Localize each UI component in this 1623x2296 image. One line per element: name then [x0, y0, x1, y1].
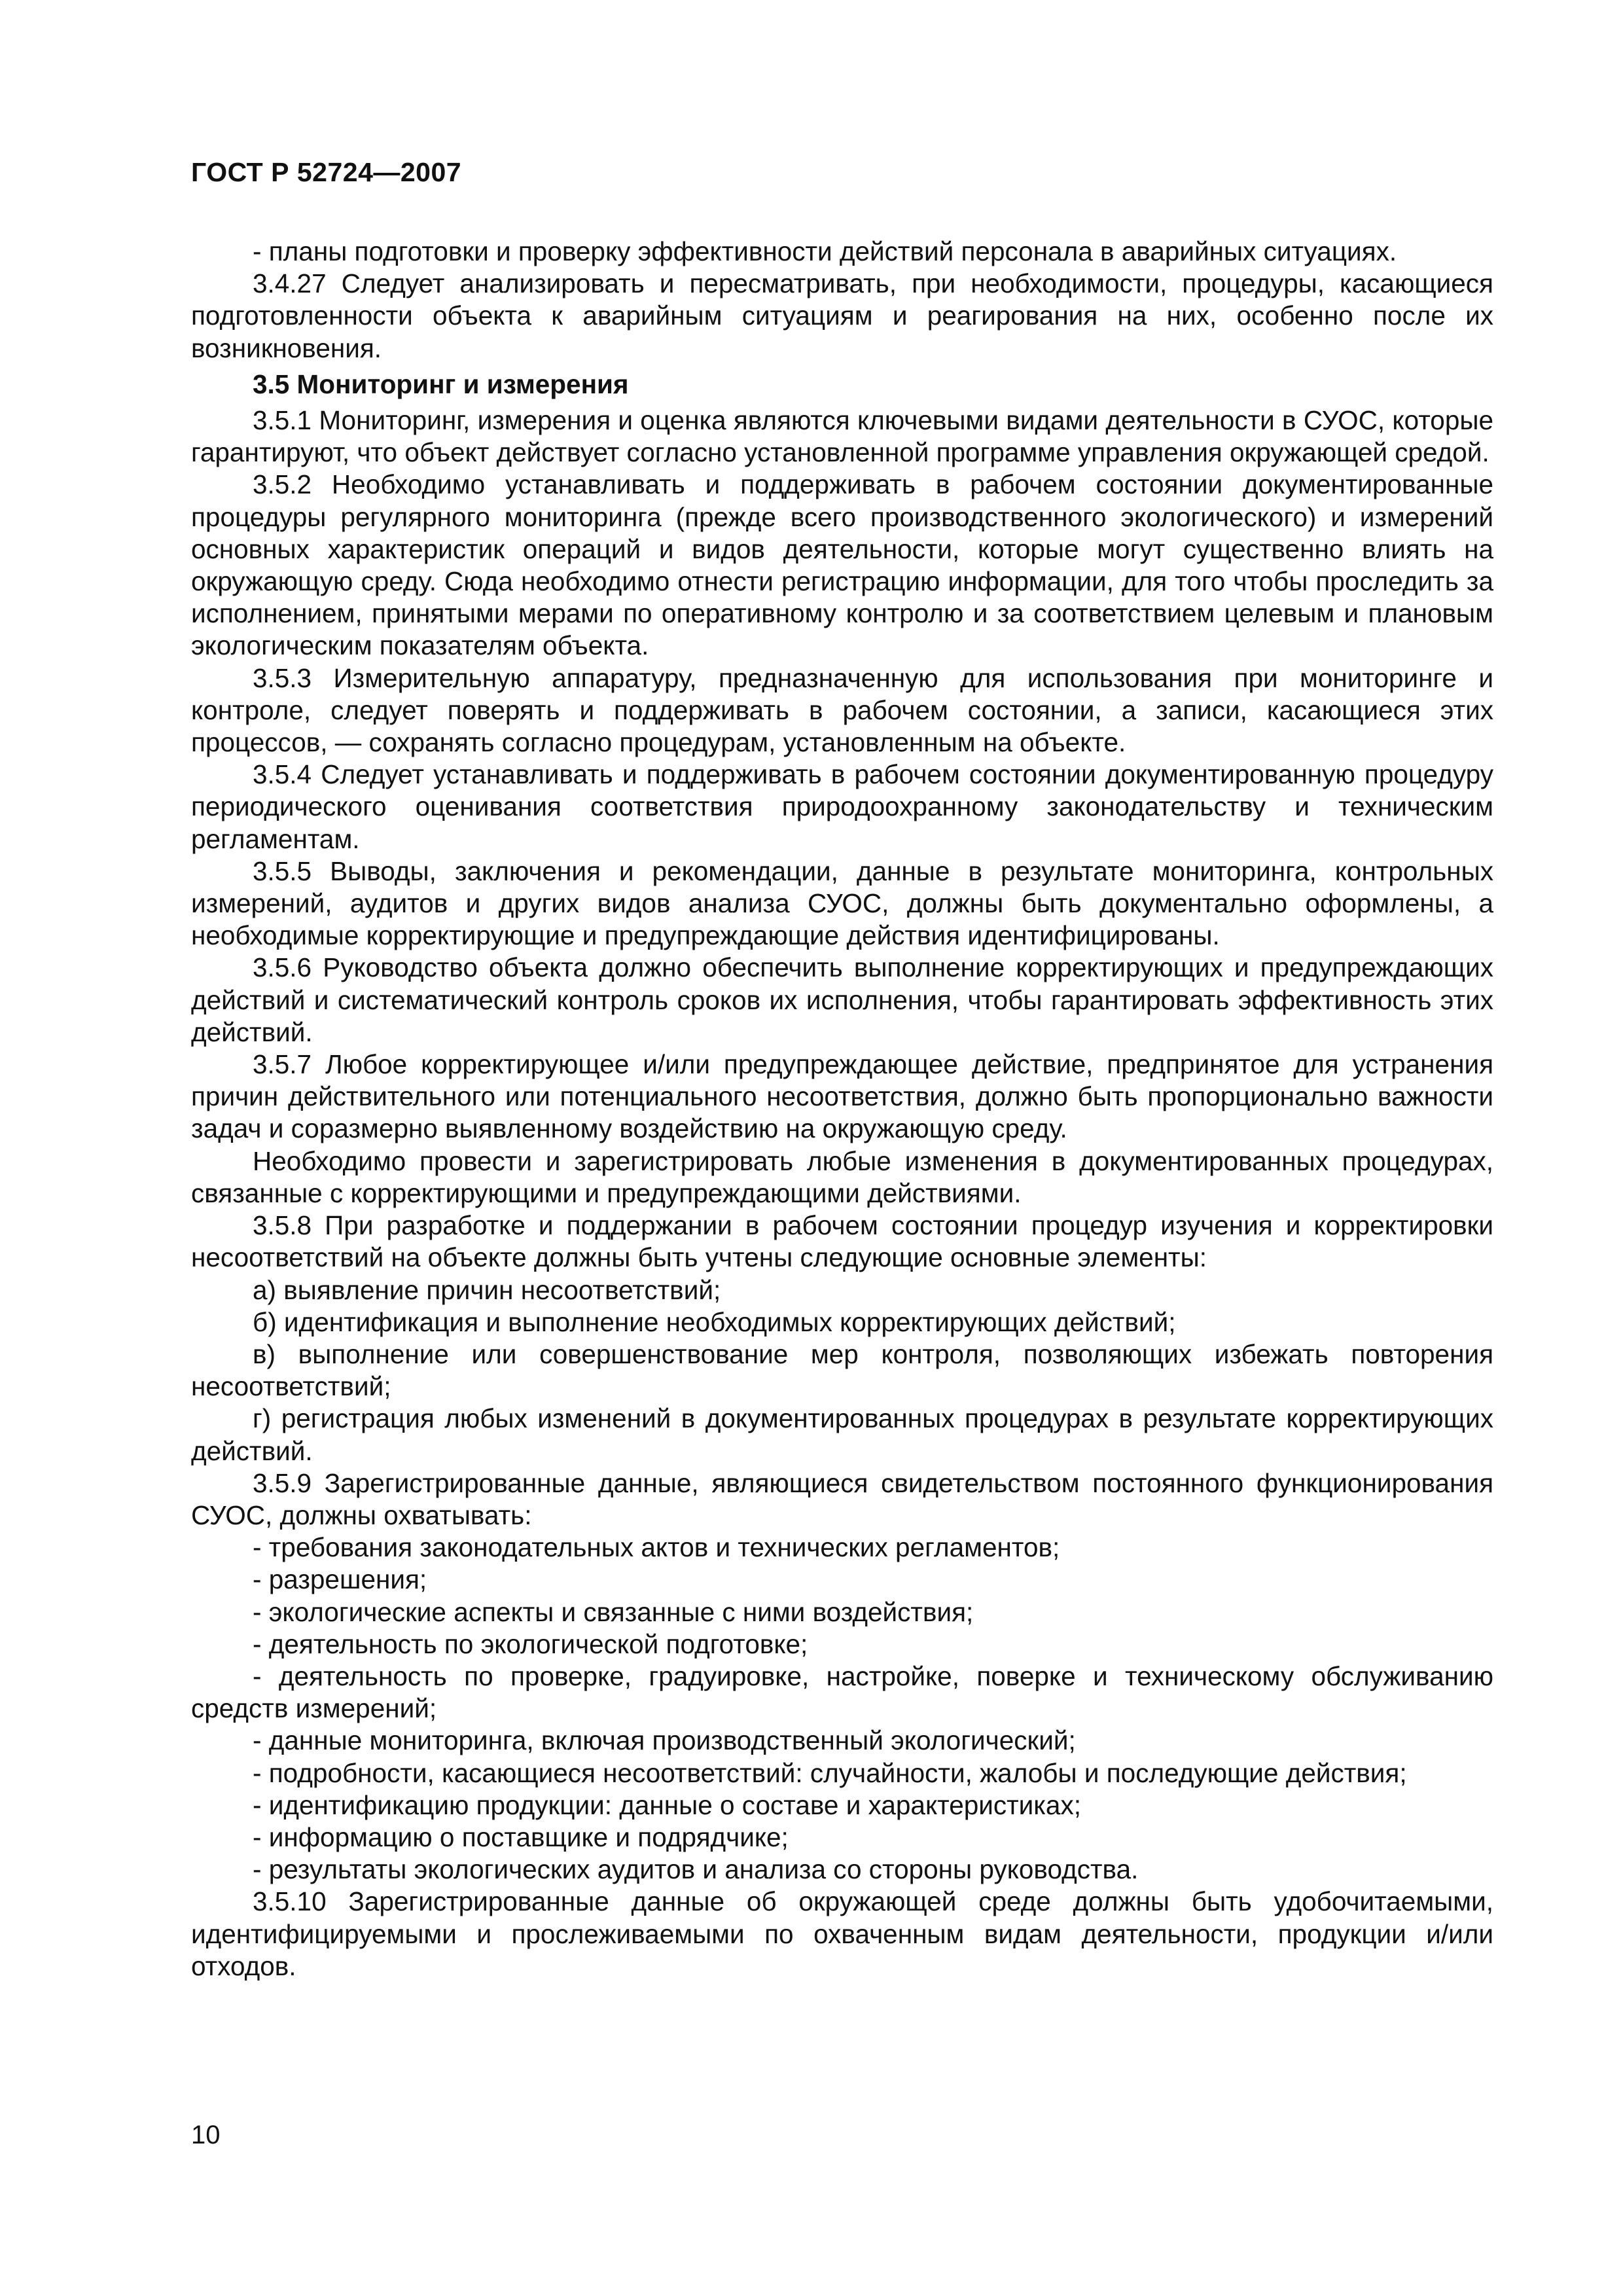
list-item: - информацию о поставщике и подрядчике; [253, 1821, 789, 1852]
list-item: - подробности, касающиеся несоответствий: случайности, жалобы и последующие действия; [253, 1757, 1407, 1788]
paragraph: 3.5.10 Зарегистрированные данные об окружающей среде должны быть удобочитаемыми, идентифицируемыми и прослеживаемыми по охваченным видам деятельности, продукции и/или отходов. [191, 1886, 1493, 1981]
list-item: - результаты экологических аудитов и анализа со стороны руководства. [253, 1854, 1139, 1885]
paragraph: 3.5.1 Мониторинг, измерения и оценка являются ключевыми видами деятельности в СУОС, которые гарантируют, что объект действует согласно установленной программе управления окружающей средой. [191, 405, 1493, 468]
document-body [191, 236, 1493, 1982]
paragraph: Необходимо провести и зарегистрировать любые изменения в документированных процедурах, связанные с корректирующими и предупреждающими действиями. [191, 1145, 1493, 1208]
list-item: а) выявление причин несоответствий; [253, 1274, 721, 1305]
paragraph: 3.5.7 Любое корректирующее и/или предупреждающее действие, предпринятое для устранения причин действительного или потенциального несоответствия, должно быть пропорционально важности задач и соразмерно выявленному воздействию на окружающую среду. [191, 1049, 1493, 1144]
list-item: - требования законодательных актов и технических регламентов; [253, 1532, 1060, 1563]
paragraph: 3.5.5 Выводы, заключения и рекомендации, данные в результате мониторинга, контрольных измерений, аудитов и других видов анализа СУОС, должны быть документально оформлены, а необходимые корректирующие и предупреждающие действия идентифицированы. [191, 855, 1493, 951]
list-item: - экологические аспекты и связанные с ними воздействия; [253, 1596, 974, 1627]
list-item: - деятельность по проверке, градуировке, настройке, поверке и техническому обслуживанию средств измерений; [191, 1660, 1493, 1724]
paragraph: 3.5.2 Необходимо устанавливать и поддерживать в рабочем состоянии документированные процедуры регулярного мониторинга (прежде всего производственного экологического) и измерений основных характеристик операций и видов деятельности, которые могут существенно влиять на окружающую среду. Сюда необходимо отнести регистрацию информации, для того чтобы проследить за исполнением, принятыми мерами по оперативному контролю и за соответствием целевым и плановым экологическим показателям объекта. [191, 469, 1493, 661]
section-title: 3.5 Мониторинг и измерения [253, 368, 629, 399]
list-item: г) регистрация любых изменений в документированных процедурах в результате корректирующих действий. [191, 1403, 1493, 1466]
document-header: ГОСТ Р 52724—2007 [191, 157, 462, 187]
page-number: 10 [191, 2121, 221, 2149]
paragraph: 3.5.4 Следует устанавливать и поддерживать в рабочем состоянии документированную процедуру периодического оценивания соответствия природоохранному законодательству и техническим регламентам. [191, 759, 1493, 854]
paragraph: 3.5.9 Зарегистрированные данные, являющиеся свидетельством постоянного функционирования СУОС, должны охватывать: [191, 1467, 1493, 1530]
list-item: - идентификацию продукции: данные о составе и характеристиках; [253, 1789, 1081, 1820]
list-item: - деятельность по экологической подготовке; [253, 1628, 808, 1659]
paragraph: 3.5.3 Измерительную аппаратуру, предназначенную для использования при мониторинге и контроле, следует поверять и поддерживать в рабочем состоянии, а записи, касающиеся этих процессов, — сохранять согласно процедурам, установленным на объекте. [191, 662, 1493, 758]
list-item: б) идентификация и выполнение необходимых корректирующих действий; [253, 1306, 1176, 1337]
list-item: в) выполнение или совершенствование мер контроля, позволяющих избежать повторения несоответствий; [191, 1338, 1493, 1402]
paragraph: 3.5.8 При разработке и поддержании в рабочем состоянии процедур изучения и корректировки несоответствий на объекте должны быть учтены следующие основные элементы: [191, 1210, 1493, 1273]
paragraph: 3.4.27 Следует анализировать и пересматривать, при необходимости, процедуры, касающиеся подготовленности объекта к аварийным ситуациям и реагирования на них, особенно после их возникновения. [191, 268, 1493, 363]
paragraph: - планы подготовки и проверку эффективности действий персонала в аварийных ситуациях. [253, 236, 1397, 266]
list-item: - данные мониторинга, включая производственный экологический; [253, 1725, 1076, 1756]
paragraph: 3.5.6 Руководство объекта должно обеспечить выполнение корректирующих и предупреждающих действий и систематический контроль сроков их исполнения, чтобы гарантировать эффективность этих действий. [191, 952, 1493, 1047]
list-item: - разрешения; [253, 1564, 427, 1595]
